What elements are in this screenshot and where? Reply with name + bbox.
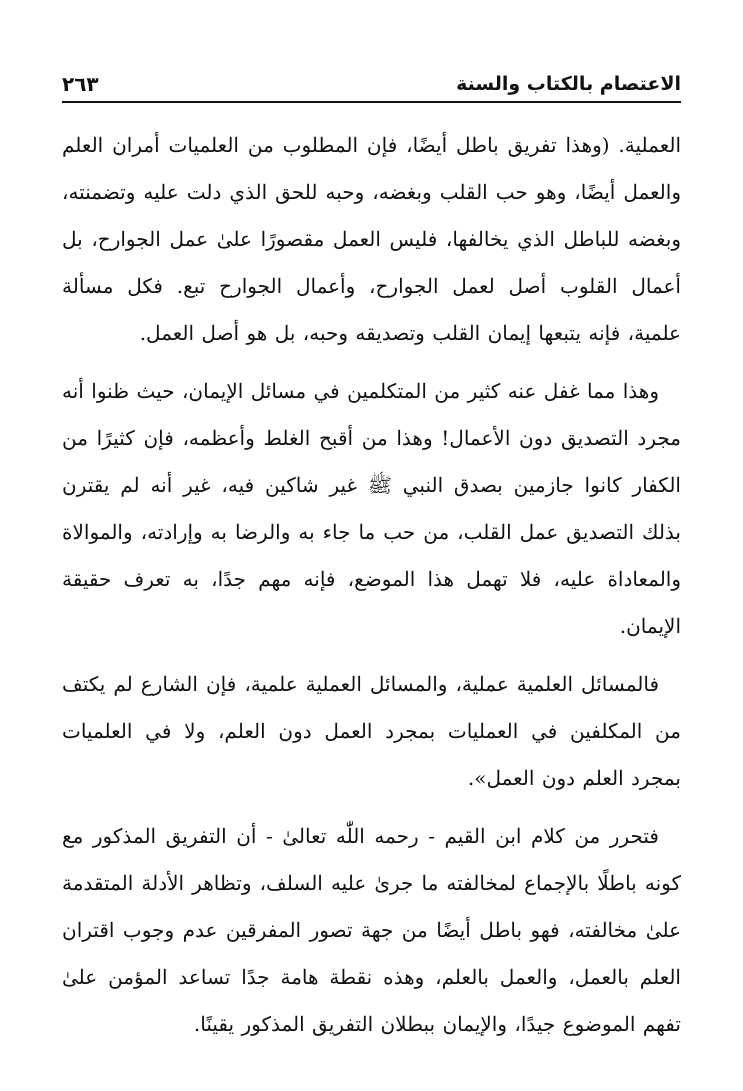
body-text xyxy=(62,122,681,1048)
paragraph-3: فالمسائل العلمية عملية، والمسائل العملية علمية، فإن الشارع لم يكتف من المكلفين في العمليات بمجرد العمل دون العلم، ولا في العلميات بمجرد العلم دون العمل». xyxy=(62,672,681,790)
header-rule xyxy=(62,101,681,103)
page-number: ٢٦٣ xyxy=(62,72,99,96)
paragraph-4: فتحرر من كلام ابن القيم - رحمه اللّٰه تعالىٰ - أن التفريق المذكور مع كونه باطلًا بالإجماع لمخالفته ما جرىٰ عليه السلف، وتظاهر الأدلة المتقدمة علىٰ مخالفته، فهو باطل أيضًا من جهة تصور المفرقين عدم وجوب اقتران العلم بالعمل، والعمل بالعلم، وهذه نقطة هامة جدًا تساعد المؤمن علىٰ تفهم الموضوع جيدًا، والإيمان ببطلان التفريق المذكور يقينًا. xyxy=(62,824,681,1036)
header-title: الاعتصام بالكتاب والسنة xyxy=(456,73,681,95)
paragraph-1: العملية. (وهذا تفريق باطل أيضًا، فإن المطلوب من العلميات أمران العلم والعمل أيضًا، وهو حب القلب وبغضه، وحبه للحق الذي دلت عليه وتضمنته، وبغضه للباطل الذي يخالفها، فليس العمل مقصورًا علىٰ عمل الجوارح، بل أعمال القلوب أصل لعمل الجوارح، وأعمال الجوارح تبع. فكل مسألة علمية، فإنه يتبعها إيمان القلب وتصديقه وحبه، بل هو أصل العمل. xyxy=(62,133,681,345)
paragraph-2: وهذا مما غفل عنه كثير من المتكلمين في مسائل الإيمان، حيث ظنوا أنه مجرد التصديق دون الأعمال! وهذا من أقبح الغلط وأعظمه، فإن كثيرًا من الكفار كانوا جازمين بصدق النبي ﷺ غير شاكين فيه، غير أنه لم يقترن بذلك التصديق عمل القلب، من حب ما جاء به والرضا به وإرادته، والموالاة والمعاداة عليه، فلا تهمل هذا الموضع، فإنه مهم جدًا، به تعرف حقيقة الإيمان. xyxy=(62,379,681,638)
running-header xyxy=(62,60,681,94)
